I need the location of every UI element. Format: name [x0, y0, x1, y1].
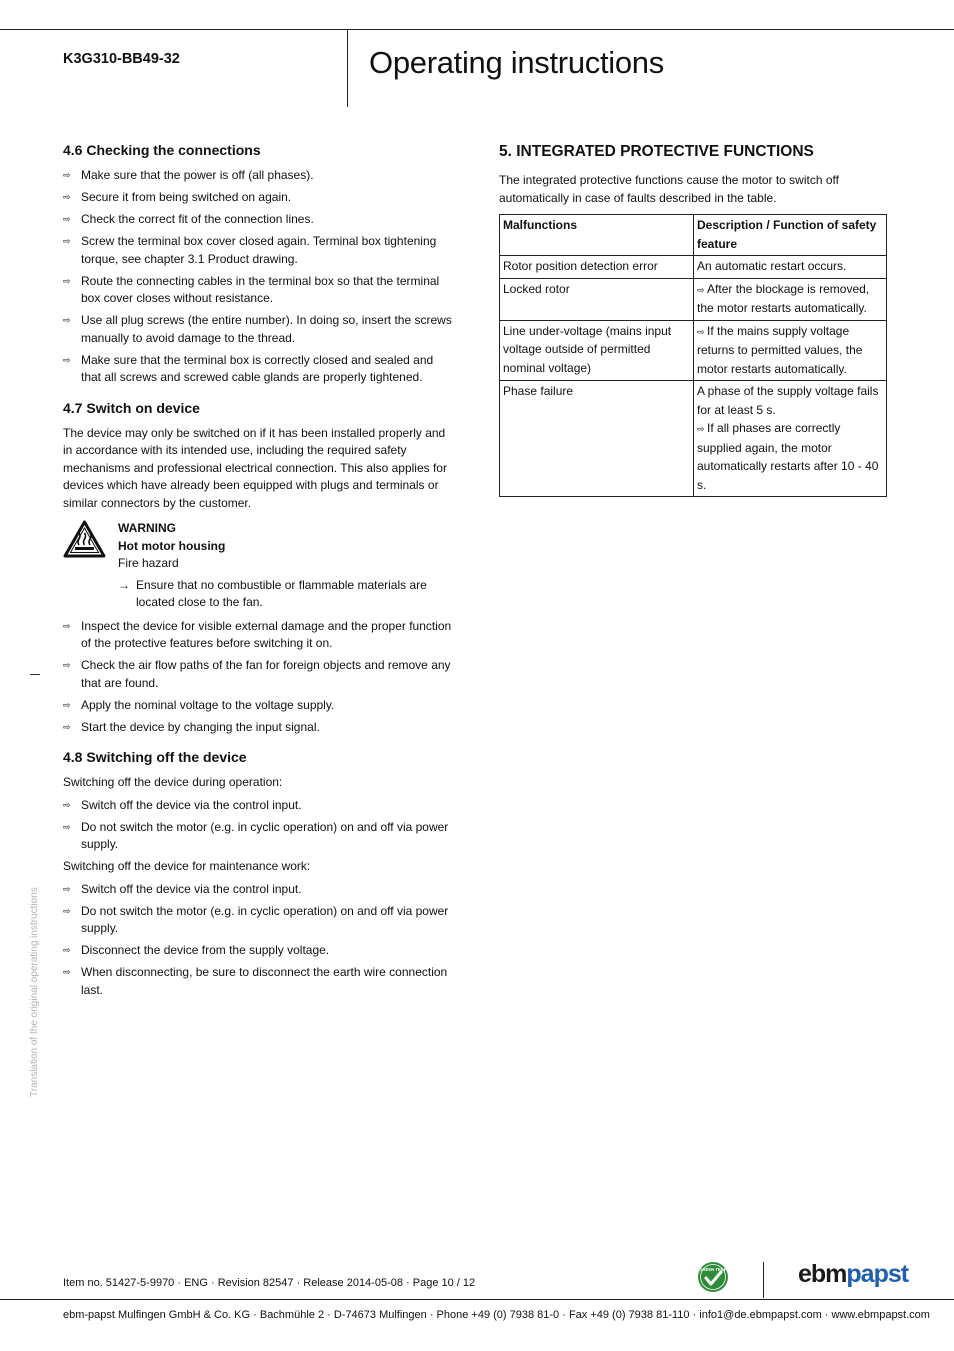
- bullet-arrow-icon: ⇨: [63, 315, 71, 325]
- warning-label: WARNING: [118, 521, 176, 535]
- list-item: [63, 797, 453, 815]
- list-item: [63, 657, 453, 692]
- list-item-text: Inspect the device for visible external damage and the proper function of the protective features before switching it on.: [81, 618, 452, 650]
- right-column: [499, 143, 889, 497]
- bullet-arrow-icon: ⇨: [697, 284, 708, 295]
- margin-mark: [30, 674, 40, 675]
- section-5-intro: The integrated protective functions cause the motor to switch off automatically in case of faults described in the table.: [499, 173, 839, 205]
- translation-note: Translation of the original operating instructions: [29, 887, 40, 1097]
- bullet-arrow-icon: ⇨: [697, 424, 708, 434]
- bullet-arrow-icon: ⇨: [63, 721, 71, 732]
- protective-functions-table: [499, 214, 887, 497]
- list-item: [63, 964, 453, 999]
- table-cell-malfunction: Line under-voltage (mains input voltage outside of permitted nominal voltage): [500, 320, 694, 381]
- bullet-arrow-icon: ⇨: [63, 699, 71, 710]
- bullet-arrow-icon: ⇨: [63, 620, 71, 631]
- list-item: [63, 167, 453, 185]
- list-item: [63, 618, 453, 653]
- table-body: [500, 256, 887, 497]
- list-item-text: Start the device by changing the input signal.: [81, 719, 320, 734]
- list-item: [63, 211, 453, 229]
- section-4-6-list: [63, 167, 453, 387]
- list-item-text: Check the air flow paths of the fan for foreign objects and remove any that are found.: [81, 658, 451, 690]
- bullet-arrow-icon: ⇨: [63, 660, 71, 670]
- table-cell-malfunction: Locked rotor: [500, 278, 694, 320]
- hot-surface-warning-icon: [63, 520, 106, 558]
- table-row: [500, 278, 887, 320]
- list-item: [63, 352, 453, 387]
- table-cell-malfunction: Phase failure: [500, 381, 694, 497]
- list-item: [63, 881, 453, 899]
- section-4-8-intro-operation: Switching off the device during operation:: [63, 775, 283, 789]
- list-item: [63, 273, 453, 308]
- list-item-text: Do not switch the motor (e.g. in cyclic operation) on and off via power supply.: [81, 903, 449, 935]
- bullet-arrow-icon: ⇨: [63, 275, 71, 286]
- list-item-text: Route the connecting cables in the terminal box so that the terminal box cover closes without resistance.: [81, 273, 440, 305]
- badge-text: GREEN TECH: [699, 1267, 727, 1272]
- section-4-8-heading: 4.8 Switching off the device: [63, 749, 247, 765]
- table-row: [500, 381, 887, 497]
- table-cell-description: An automatic restart occurs.: [694, 256, 887, 279]
- table-cell-description: A phase of the supply voltage fails for at least 5 s. ⇨ If all phases are correctly supplied again, the motor automatically restarts after 10 - 40 s.: [694, 381, 887, 497]
- list-item: [63, 233, 453, 268]
- bullet-arrow-icon: ⇨: [63, 170, 71, 180]
- list-item: [63, 942, 453, 960]
- list-item-text: Make sure that the terminal box is correctly closed and sealed and that all screws and screwed cable glands are properly tightened.: [81, 352, 434, 384]
- list-item-text: Make sure that the power is off (all phases).: [81, 168, 314, 182]
- bullet-arrow-icon: ⇨: [697, 326, 708, 337]
- list-item-text: Apply the nominal voltage to the voltage supply.: [81, 697, 335, 712]
- bullet-arrow-icon: ⇨: [63, 354, 71, 365]
- bullet-arrow-icon: ⇨: [63, 192, 71, 202]
- list-item-text: Disconnect the device from the supply voltage.: [81, 943, 330, 957]
- table-header-malfunctions: Malfunctions: [500, 215, 694, 256]
- list-item: [63, 189, 453, 207]
- list-item: [63, 719, 453, 737]
- section-4-8-intro-maintenance: Switching off the device for maintenance work:: [63, 859, 311, 873]
- bullet-arrow-icon: ⇨: [63, 883, 71, 894]
- warning-block: [63, 520, 453, 612]
- bullet-arrow-icon: ⇨: [63, 214, 71, 224]
- ebmpapst-logo: ebmpapst: [798, 1260, 909, 1288]
- arrow-right-icon: →: [118, 577, 130, 592]
- table-row: [500, 320, 887, 381]
- list-item-text: Do not switch the motor (e.g. in cyclic operation) on and off via power supply.: [81, 819, 449, 851]
- list-item-text: Switch off the device via the control input.: [81, 881, 302, 896]
- list-item: [63, 312, 453, 347]
- left-column: [63, 142, 453, 1004]
- warning-title: Hot motor housing: [118, 538, 226, 553]
- bullet-arrow-icon: ⇨: [63, 236, 71, 246]
- section-4-8-list-maintenance: [63, 881, 453, 1000]
- bullet-arrow-icon: ⇨: [63, 799, 71, 810]
- green-tech-badge-icon: [697, 1261, 729, 1293]
- warning-action: [118, 577, 453, 612]
- list-item-text: Use all plug screws (the entire number). In doing so, insert the screws manually to avoid damage to the thread.: [81, 313, 452, 345]
- table-row: [500, 256, 887, 279]
- warning-hazard: Fire hazard: [118, 556, 179, 570]
- section-4-8-list-operation: [63, 797, 453, 854]
- section-5-heading: 5. INTEGRATED PROTECTIVE FUNCTIONS: [499, 143, 814, 160]
- document-title: Operating instructions: [369, 45, 664, 80]
- footer-item-info: Item no. 51427-5-9970 · ENG · Revision 82547 · Release 2014-05-08 · Page 10 / 12: [63, 1277, 476, 1289]
- list-item-text: Screw the terminal box cover closed again. Terminal box tightening torque, see chapter 3.1 Product drawing.: [81, 234, 437, 266]
- list-item-text: When disconnecting, be sure to disconnect the earth wire connection last.: [81, 965, 448, 997]
- table-header-description: Description / Function of safety feature: [694, 215, 887, 256]
- table-header-row: [500, 215, 887, 256]
- section-4-7-list: [63, 618, 453, 737]
- table-cell-description: ⇨ If the mains supply voltage returns to permitted values, the motor restarts automatically.: [694, 320, 887, 381]
- bullet-arrow-icon: ⇨: [63, 945, 71, 955]
- model-number: K3G310-BB49-32: [63, 51, 180, 67]
- section-4-7-intro: The device may only be switched on if it has been installed properly and in accordance with its intended use, including the required safety mechanisms and professional electrical connection. This also applies for devices which have already been equipped with plugs and terminals or similar connectors by the customer.: [63, 425, 447, 510]
- list-item: [63, 903, 453, 938]
- footer-logo-divider: [763, 1262, 764, 1298]
- section-4-7-heading: 4.7 Switch on device: [63, 399, 200, 416]
- header-divider: [347, 29, 348, 107]
- list-item: [63, 697, 453, 715]
- header-rule: [0, 29, 954, 30]
- list-item-text: Secure it from being switched on again.: [81, 190, 292, 204]
- table-cell-description: ⇨ After the blockage is removed, the motor restarts automatically.: [694, 278, 887, 320]
- bullet-arrow-icon: ⇨: [63, 821, 71, 832]
- table-cell-malfunction: Rotor position detection error: [500, 256, 694, 279]
- footer-address: ebm-papst Mulfingen GmbH & Co. KG · Bachmühle 2 · D-74673 Mulfingen · Phone +49 (0) 7938 81-0 · Fax +49 (0) 7938 81-110 · info1@de.ebmpapst.com · www.ebmpapst.com: [63, 1309, 930, 1321]
- bullet-arrow-icon: ⇨: [63, 905, 71, 916]
- footer-rule: [0, 1299, 954, 1300]
- list-item-text: Check the correct fit of the connection lines.: [81, 212, 314, 226]
- list-item-text: Switch off the device via the control input.: [81, 797, 302, 812]
- list-item: [63, 819, 453, 854]
- warning-action-text: Ensure that no combustible or flammable materials are located close to the fan.: [136, 577, 427, 609]
- bullet-arrow-icon: ⇨: [63, 967, 71, 977]
- section-4-6-heading: 4.6 Checking the connections: [63, 142, 261, 158]
